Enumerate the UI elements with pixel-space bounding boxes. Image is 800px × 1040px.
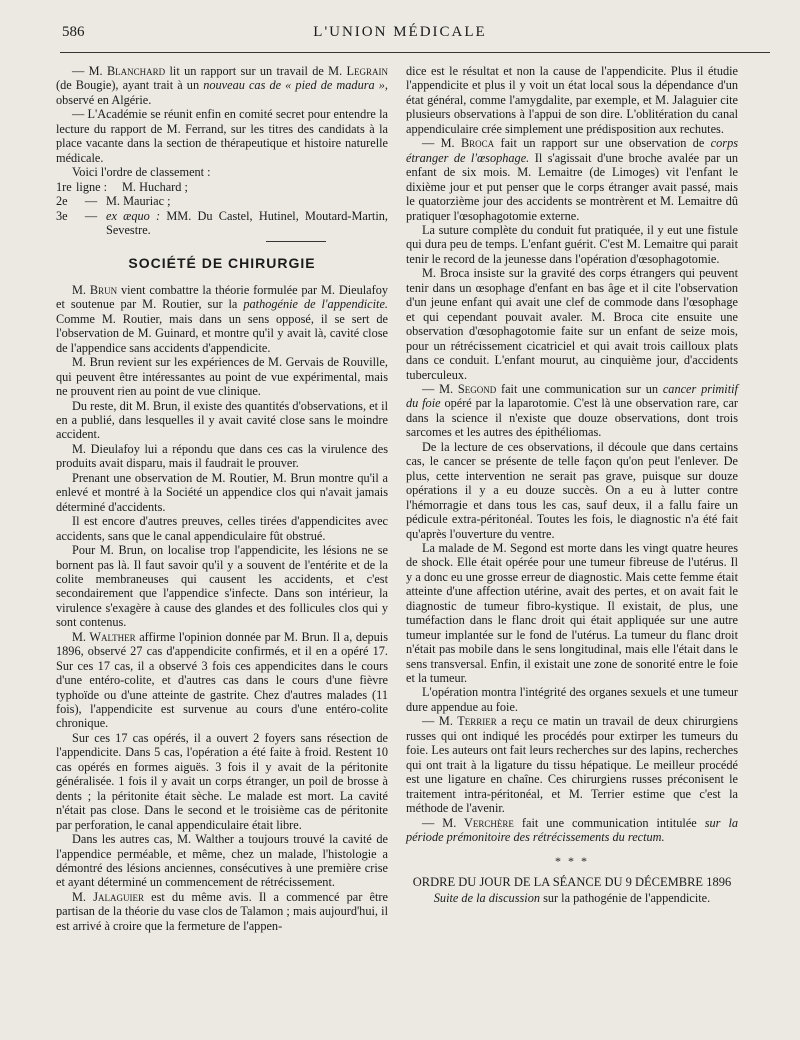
classement-row: 3e — ex æquo : MM. Du Castel, Hutinel, Moutard-Martin, Sevestre. bbox=[56, 208, 388, 237]
paragraph: Dans les autres cas, M. Walther a toujours trouvé la cavité de l'appendice perméable, et même, chez un malade, l'histologie a démontré des lésions anciennes, consécutives à une première crise et ayant déterminé un commencement de rétrécissement. bbox=[56, 832, 388, 890]
classement-row: 1re ligne : M. Huchard ; bbox=[56, 179, 188, 194]
paragraph-broca: — M. Broca fait un rapport sur une observation de corps étranger de l'œsophage. Il s'agissait d'une broche avalée par un enfant de six mois. M. Lemaitre (de Limoges) vit l'enfant le dixième jour et put penser que le corps étranger avait passé, mais le quatorzième jour des accidents se montrèrent et M. Lemaitre dû pratiquer l'œsophagotomie externe. bbox=[406, 136, 738, 223]
paragraph-classement-intro: Voici l'ordre de classement : bbox=[72, 165, 211, 180]
paragraph: M. Brun revient sur les expériences de M. Gervais de Rouville, qui peuvent être intéressantes au point de vue expérimental, mais ne prouvent rien au point de vue clinique. bbox=[56, 355, 388, 399]
page-header bbox=[0, 22, 800, 48]
paragraph-terrier: — M. Terrier a reçu ce matin un travail de deux chirurgiens russes qui ont indiqué les procédés pour extirper les tumeurs du foie. Les auteurs ont fait leurs recherches sur des lapins, recherches qui ont trait à la ligature du tissu hépatique. Le meilleur procédé est une ligature en chaîne. Ces chirurgiens russes préconisent le traitement intra-péritonéal, et M. Terrier estime que c'est la méthode de l'avenir. bbox=[406, 714, 739, 816]
section-stars: * * * bbox=[555, 854, 589, 869]
paragraph: M. Dieulafoy lui a répondu que dans ces cas la virulence des produits avait disparu, mais il faudrait le prouver. bbox=[56, 441, 388, 471]
paragraph: Il est encore d'autres preuves, celles tirées d'appendicites avec accidents, sans que le canal appendiculaire fût obstrué. bbox=[56, 514, 388, 543]
paragraph: La malade de M. Segond est morte dans les vingt quatre heures de shock. Elle était opérée pour une tumeur fibreuse de l'utérus. Il y a donc eu une grosse erreur de diagnostic. Mais cette femme était atteinte d'une affection utérine, avait des pertes, et on avait fait le diagnostic de tumeur fibro-kystique. Il existait, de plus, une tuméfaction dans le flanc droit qui était appliquée sur une autre tumeur implantée sur le fond de l'utérus. La tumeur du flanc droit n'était pas mobile dans le sens longitudinal, mais elle l'était dans le sens transversal. Enfin, il existait une zone de sonorité entre le foie et la tumeur. bbox=[406, 540, 738, 686]
paragraph-academie: — L'Académie se réunit enfin en comité secret pour entendre la lecture du rapport de M. Ferrand, sur les titres des candidats à la place vacante dans la section de thérapeutique et histoire naturelle médicale. bbox=[56, 107, 388, 165]
left-column bbox=[56, 64, 388, 933]
agenda-item: Suite de la discussion sur la pathogénie de l'appendicite. bbox=[433, 891, 711, 906]
classement-row: 2e — M. Mauriac ; bbox=[56, 194, 171, 209]
paragraph: M. Broca insiste sur la gravité des corps étrangers qui peuvent tenir dans un œsophage d'enfant en bas âge et il cite l'observation d'un jeune enfant qui avait une clef de commode dans l'œsophage et qui cependant pouvait avaler. M. Broca cite ensuite une observation d'œsophagotomie faite sur un enfant de seize mois, pour un rétrécissement cicatriciel et qui avait trois cailloux plats dans ce conduit. L'enfant mourut, au cinquième jour, d'accidents tuberculeux. bbox=[406, 266, 738, 382]
paragraph-blanchard: — M. Blanchard lit un rapport sur un travail de M. Legrain (de Bougie), ayant trait à un nouveau cas de « pied de madura », observé en Algérie. bbox=[56, 64, 388, 107]
paragraph-verchere: — M. Verchère fait une communication intitulée sur la période prémonitoire des rétrécissements du rectum. bbox=[406, 815, 739, 845]
header-rule bbox=[60, 52, 770, 53]
classement-list bbox=[56, 180, 388, 238]
agenda-heading: ORDRE DU JOUR DE LA SÉANCE DU 9 DÉCEMBRE 1896 bbox=[412, 874, 732, 889]
paragraph-brun: M. Brun vient combattre la théorie formulée par M. Dieulafoy et soutenue par M. Routier, sur la pathogénie de l'appendicite. Comme M. Routier, mais dans un sens opposé, il se sert de l'observation de M. Guinard, et montre qu'il y avait là, cavité close de l'appendice sans accidents d'appendicite. bbox=[56, 282, 389, 355]
right-column bbox=[406, 64, 738, 906]
paragraph: Du reste, dit M. Brun, il existe des quantités d'observations, et il en a publié, dans lesquelles il y avait cavité close sans le moindre accident. bbox=[56, 398, 388, 442]
paragraph-continued: dice est le résultat et non la cause de l'appendicite. Plus il étudie l'appendicite et plus il y voit un état local sous la dépendance d'un état général, comme l'amygdalite, par exemple, et M. Jalaguier cite plusieurs observations à l'appui de son dire. L'oblitération du canal appendiculaire crée simplement une prédisposition aux rechutes. bbox=[406, 64, 738, 136]
paragraph: Pour M. Brun, on localise trop l'appendicite, les lésions ne se bornent pas là. Il faut savoir qu'il y a souvent de l'entérite et de la colite membraneuses qui causent les accidents, et c'est secondairement que l'appendice s'infecte. Dans son intérieur, la virulence s'exagère à cause des glandes et des follicules clos qui y sont contenus. bbox=[56, 543, 388, 630]
journal-title: L'UNION MÉDICALE bbox=[313, 24, 487, 40]
paragraph: La suture complète du conduit fut pratiquée, il y eut une fistule qui dura peu de temps. L'enfant guérit. C'est M. Lemaitre qui parait tenir le record de la jeunesse dans l'opération d'œsophagotomie. bbox=[406, 222, 738, 266]
paragraph-jalaguier: M. Jalaguier est du même avis. Il a commencé par être partisan de la théorie du vase clos de Talamon ; mais aujourd'hui, il est arrivé à croire que la fermeture de l'appen- bbox=[56, 889, 388, 933]
paragraph-walther: M. Walther affirme l'opinion donnée par M. Brun. Il a, depuis 1896, observé 27 cas d'appendicite confirmés, et il en a opéré 17. Sur ces 17 cas, il a observé 3 fois ces appendicites dans le cours d'une entéro-colite, et d'autres cas dans le cours d'une fièvre typhoïde ou d'une atteinte de gastrite. Chez d'autres malades (11 fois), l'appendicite est survenue au cours d'une entéro-colite chronique. bbox=[56, 629, 388, 731]
separator-rule bbox=[266, 241, 326, 242]
paragraph: L'opération montra l'intégrité des organes sexuels et une tumeur dure appendue au foie. bbox=[406, 685, 738, 714]
paragraph-segond: — M. Segond fait une communication sur un cancer primitif du foie opéré par la laparotomie. C'est là une observation rare, car dans la science il n'existe que douze observations, dont trois sarcomes et les autres des épithéliomas. bbox=[406, 381, 739, 440]
page-number: 586 bbox=[62, 24, 85, 40]
section-title: SOCIÉTÉ DE CHIRURGIE bbox=[128, 255, 316, 272]
paragraph: De la lecture de ces observations, il découle que dans certains cas, le cancer se présente de telle façon qu'on peut l'enlever. De plus, cette intervention ne serait pas grave, puisque sur douze opérations il y a eu douze succès. On a eu à lutter contre l'hémorragie et dans tous les cas, sauf deux, il a fallu faire un pédicule extra-péritonéal. Toutes les fois, le diagnostic n'a été fait qu'après l'ouverture du ventre. bbox=[406, 439, 738, 541]
paragraph: Prenant une observation de M. Routier, M. Brun montre qu'il a enlevé et montré à la Société un appendice clos qui n'avait jamais déterminé d'accidents. bbox=[56, 470, 388, 514]
paragraph: Sur ces 17 cas opérés, il a ouvert 2 foyers sans résection de l'appendicite. Dans 5 cas, l'opération a été faite à froid. Restent 10 cas opérés en formes aiguës. 3 fois il y avait de la péritonite généralisée. 1 fois il y avait un corps étranger, un poil de brosse à dents ; la péritonite était sèche. Le malade est mort. La cavité n'était pas close. Dans le second et le troisième cas de péritonite par perforation, le canal appendiculaire était libre. bbox=[56, 730, 388, 832]
